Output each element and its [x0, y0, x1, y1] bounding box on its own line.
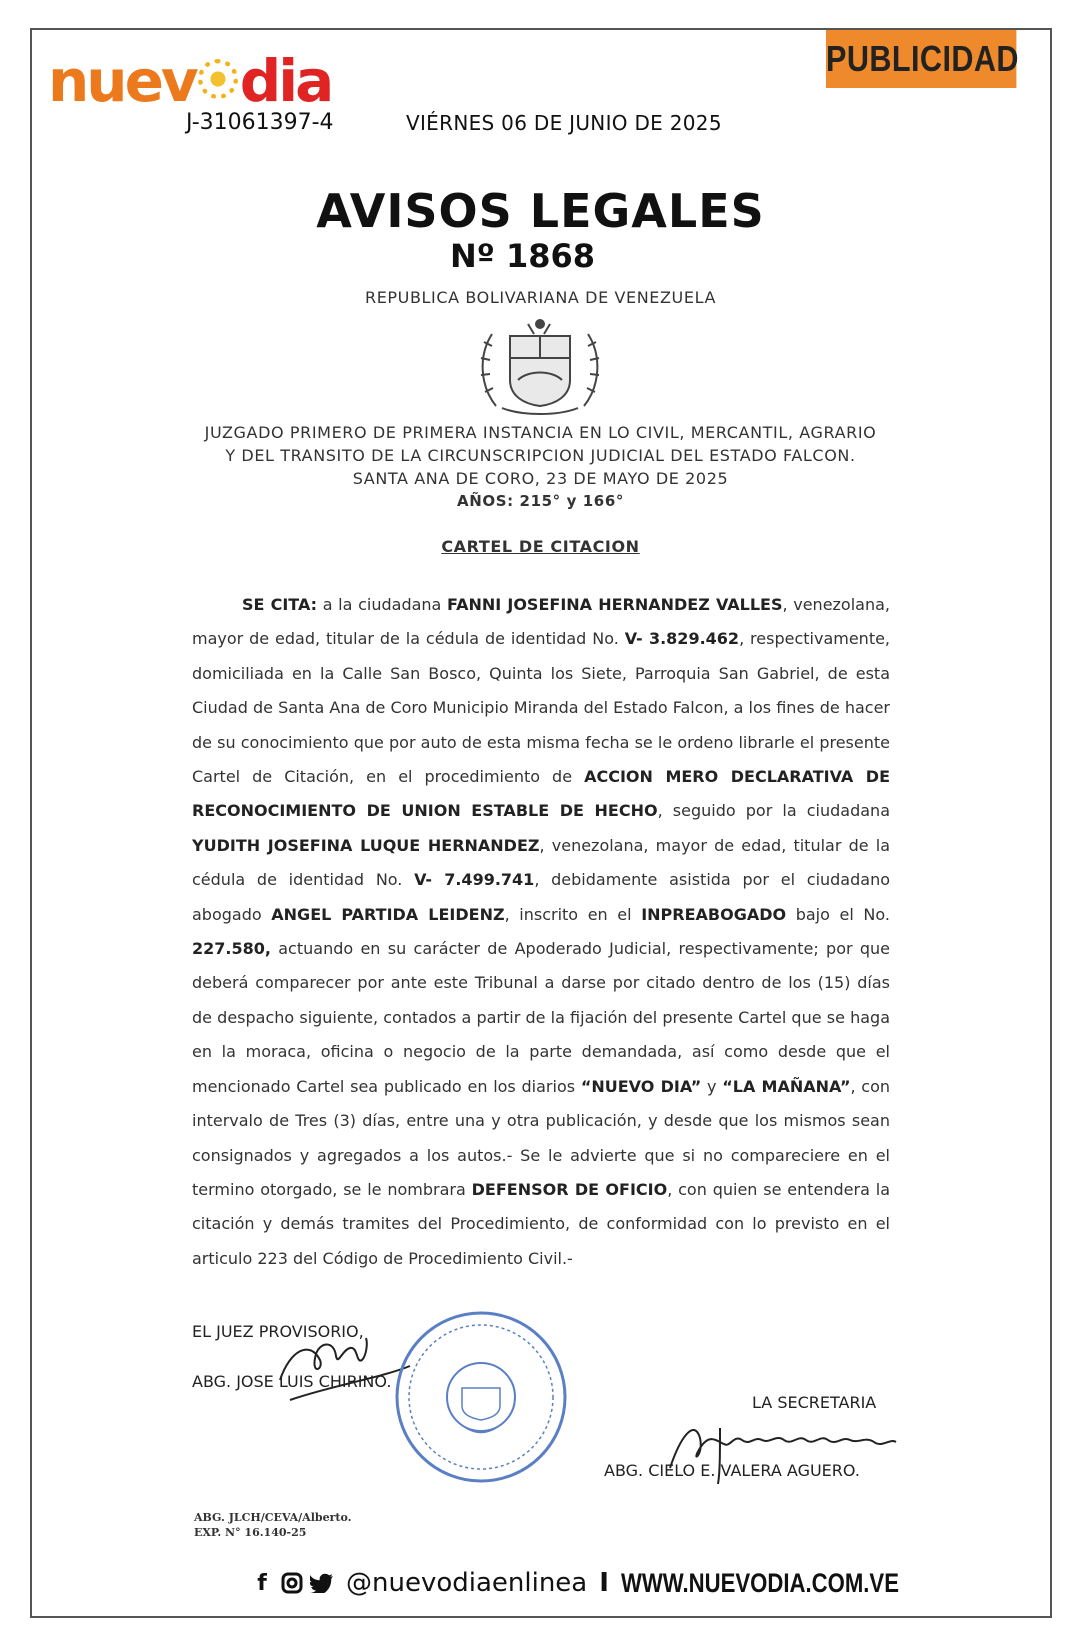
website-link[interactable]: WWW.NUEVODIA.COM.VE	[620, 1567, 899, 1598]
citation-paragraph: SE CITA: a la ciudadana FANNI JOSEFINA HERNANDEZ VALLES, venezolana, mayor de edad, titular de la cédula de identidad No. V- 3.829.462, respectivamente, domiciliada en la Calle San Bosco, Quinta los Siete, Parroquia San Gabriel, de esta Ciudad de Santa Ana de Coro Municipio Miranda del Estado Falcon, a los fines de hacer de su conocimiento que por auto de esta misma fecha se le ordeno librarle el presente Cartel de Citación, en el procedimiento de ACCION MERO DECLARATIVA DE RECONOCIMIENTO DE UNION ESTABLE DE HECHO, seguido por la ciudadana YUDITH JOSEFINA LUQUE HERNANDEZ, venezolana, mayor de edad, titular de la cédula de identidad No. V- 7.499.741, debidamente asistida por el ciudadano abogado ANGEL PARTIDA LEIDENZ, inscrito en el INPREABOGADO bajo el No. 227.580, actuando en su carácter de Apoderado Judicial, respectivamente; por que deberá comparecer por ante este Tribunal a darse por citado dentro de los (15) días de despacho siguiente, contados a partir de la fijación del presente Cartel que se haga en la moraca, oficina o negocio de la parte demandada, así como desde que el mencionado Cartel sea publicado en los diarios “NUEVO DIA” y “LA MAÑANA”, con intervalo de Tres (3) días, entre una y otra publicación, y desde que los mismos sean consignados y agregados a los autos.- Se le advierte que si no compareciere en el termino otorgado, se le nombrara DEFENSOR DE OFICIO, con quien se entendera la citación y demás tramites del Procedimiento, de conformidad con lo previsto en el articulo 223 del Código de Procedimiento Civil.-	[192, 595, 891, 1268]
file-initials: ABG. JLCH/CEVA/Alberto.	[194, 1511, 352, 1524]
court-name-line1: JUZGADO PRIMERO DE PRIMERA INSTANCIA EN LO CIVIL, MERCANTIL, AGRARIO	[204, 423, 877, 442]
instagram-icon[interactable]	[280, 1570, 304, 1596]
footer	[250, 1563, 960, 1603]
court-seal-icon	[392, 1308, 570, 1486]
document-title: CARTEL DE CITACION	[441, 537, 640, 556]
secretary-name: ABG. CIELO E. VALERA AGUERO.	[604, 1461, 860, 1480]
judge-name: ABG. JOSE LUIS CHIRINO.	[192, 1372, 392, 1391]
newspaper-logo: nuev dia	[48, 47, 332, 115]
secretary-signature	[660, 1408, 920, 1488]
republic-heading: REPUBLICA BOLIVARIANA DE VENEZUELA	[364, 288, 717, 307]
court-name-line2: Y DEL TRANSITO DE LA CIRCUNSCRIPCION JUDICIAL DEL ESTADO FALCON.	[225, 446, 856, 465]
social-handle[interactable]: @nuevodiaenlinea	[346, 1568, 588, 1598]
publicidad-banner: PUBLICIDAD	[826, 30, 1016, 88]
issue-date: VIÉRNES 06 DE JUNIO DE 2025	[406, 111, 722, 135]
facebook-icon[interactable]: f	[257, 1570, 267, 1596]
sun-icon	[198, 59, 238, 99]
footer-separator: I	[599, 1568, 609, 1598]
twitter-icon[interactable]	[310, 1570, 334, 1596]
coat-of-arms-icon	[466, 316, 614, 418]
citation-body	[192, 588, 890, 1276]
place-and-date: SANTA ANA DE CORO, 23 DE MAYO DE 2025	[352, 469, 729, 488]
rif-number: J-31061397-4	[186, 110, 334, 135]
file-number: EXP. N° 16.140-25	[194, 1526, 307, 1539]
page-title: AVISOS LEGALES	[316, 184, 765, 238]
years-line: AÑOS: 215° y 166°	[457, 492, 624, 510]
secretary-title: LA SECRETARIA	[752, 1393, 877, 1412]
notice-number: Nº 1868	[450, 237, 596, 275]
judge-title: EL JUEZ PROVISORIO,	[192, 1322, 364, 1341]
